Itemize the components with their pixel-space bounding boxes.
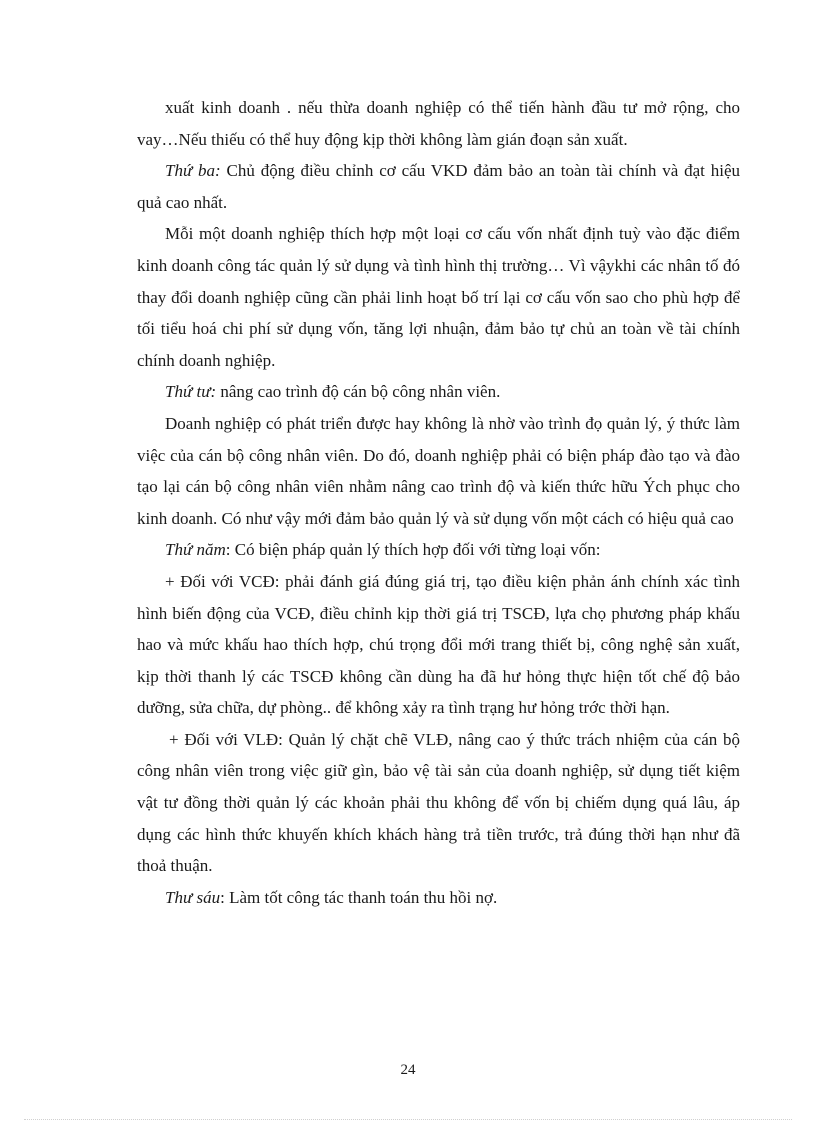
paragraph-4-lead: Thứ tư:	[165, 382, 217, 402]
paragraph-1-text: xuất kinh doanh . nếu thừa doanh nghiệp có thể tiến hành đầu tư mở rộng, cho vay…Nếu thiếu có thể huy động kịp thời không làm gián đoạn sản xuất.	[137, 98, 740, 149]
paragraph-8	[137, 724, 740, 882]
paragraph-6-lead: Thứ năm	[165, 540, 226, 560]
paragraph-2-text: Chủ động điều chỉnh cơ cấu VKD đảm bảo an toàn tài chính và đạt hiệu quả cao nhất.	[137, 161, 740, 212]
paragraph-9-text: : Làm tốt công tác thanh toán thu hồi nợ.	[220, 887, 498, 907]
paragraph-5	[137, 408, 740, 534]
paragraph-6-text: : Có biện pháp quản lý thích hợp đối với từng loại vốn:	[225, 540, 601, 560]
paragraph-3-text: Mỗi một doanh nghiệp thích hợp một loại cơ cấu vốn nhất định tuỳ vào đặc điểm kinh doanh công tác quản lý sử dụng và tình hình thị trường… Vì vậykhi các nhân tố đó thay đổi doanh nghiệp cũng cần phải linh hoạt bố trí lại cơ cấu vốn sao cho phù hợp để tối tiểu hoá chi phí sử dụng vốn, tăng lợi nhuận, đảm bảo tự chủ an toàn về tài chính chính doanh nghiệp.	[137, 224, 740, 370]
paragraph-7-text: + Đối với VCĐ: phải đánh giá đúng giá trị, tạo điều kiện phản ánh chính xác tình hình biến động của VCĐ, điều chỉnh kịp thời giá trị TSCĐ, lựa chọ phương pháp khấu hao và mức khấu hao thích hợp, chú trọng đổi mới trang thiết bị, công nghệ sản xuất, kịp thời thanh lý các TSCĐ không cần dùng ha đã hư hỏng thực hiện tốt chế độ bảo dưỡng, sửa chữa, dự phòng.. để không xảy ra tình trạng hư hỏng trớc thời hạn.	[137, 571, 740, 718]
text-body	[137, 92, 740, 913]
paragraph-1	[137, 92, 740, 155]
paragraph-6	[137, 534, 740, 566]
paragraph-8-text: + Đối với VLĐ: Quản lý chặt chẽ VLĐ, nâng cao ý thức trách nhiệm của cán bộ công nhân viên trong việc giữ gìn, bảo vệ tài sản của doanh nghiệp, sử dụng tiết kiệm vật tư đồng thời quản lý các khoản phải thu không để vốn bị chiếm dụng quá lâu, áp dụng các hình thức khuyến khích khách hàng trả tiền trước, trả đúng thời hạn như đã thoả thuận.	[137, 729, 740, 876]
paragraph-4-text: nâng cao trình độ cán bộ công nhân viên.	[216, 382, 501, 402]
paragraph-2-lead: Thứ ba:	[165, 161, 221, 181]
paragraph-7	[137, 566, 740, 724]
paragraph-4	[137, 376, 740, 408]
paragraph-3	[137, 218, 740, 376]
page-bottom-divider	[24, 1119, 792, 1120]
page-number: 24	[400, 1062, 416, 1078]
paragraph-9	[137, 882, 740, 914]
paragraph-5-text: Doanh nghiệp có phát triển được hay không là nhờ vào trình đọ quản lý, ý thức làm việc của cán bộ công nhân viên. Do đó, doanh nghiệp phải có biện pháp đào tạo và đào tạo lại cán bộ công nhân viên nhằm nâng cao trình độ và kiến thức hữu Ých phục cho kinh doanh. Có như vậy mới đảm bảo quản lý và sử dụng vốn một cách có hiệu quả cao	[137, 413, 740, 528]
paragraph-2	[137, 155, 740, 218]
paragraph-9-lead: Thư sáu	[165, 887, 221, 907]
